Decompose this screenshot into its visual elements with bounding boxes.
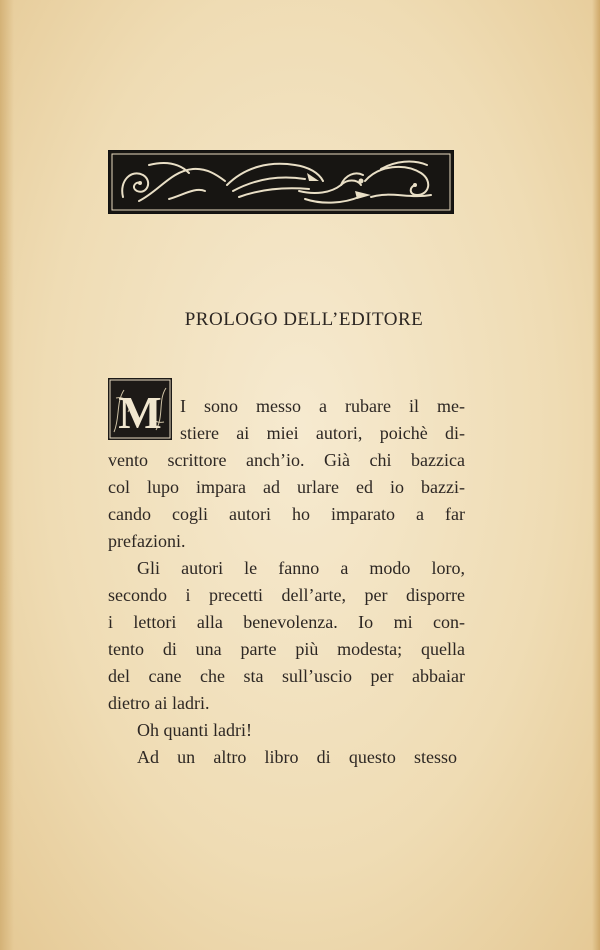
text-line: Ad un altro libro di questo stesso [137,747,457,767]
text-line: prefazioni. [108,531,186,551]
drop-cap-ornament-icon [108,378,172,440]
page-edge-left [0,0,14,950]
text-line: vento scrittore anch’io. Già chi bazzica [108,450,465,470]
page-title: PROLOGO DELL’EDITORE [184,309,424,330]
text-line: stiere ai miei autori, poichè di- [180,423,465,443]
text-line: dietro ai ladri. [108,693,210,713]
text-line: i lettori alla benevolenza. Io mi con- [108,612,465,632]
text-line: del cane che sta sull’uscio per abbaiar [108,666,465,686]
text-line: I sono messo a rubare il me- [180,396,465,416]
text-line: secondo i precetti dell’arte, per disporre [108,585,465,605]
text-line: tento di una parte più modesta; quella [108,639,465,659]
ornamental-headpiece [108,150,454,214]
text-line: Gli autori le fanno a modo loro, [137,558,465,578]
text-line: col lupo impara ad urlare ed io bazzi- [108,477,465,497]
text-line: Oh quanti ladri! [137,720,252,740]
drop-cap [108,378,172,440]
page-edge-right [592,0,600,950]
griffin-ornament-icon [109,151,453,213]
drop-cap-letter: M [118,387,162,438]
text-line: cando cogli autori ho imparato a far [108,504,465,524]
